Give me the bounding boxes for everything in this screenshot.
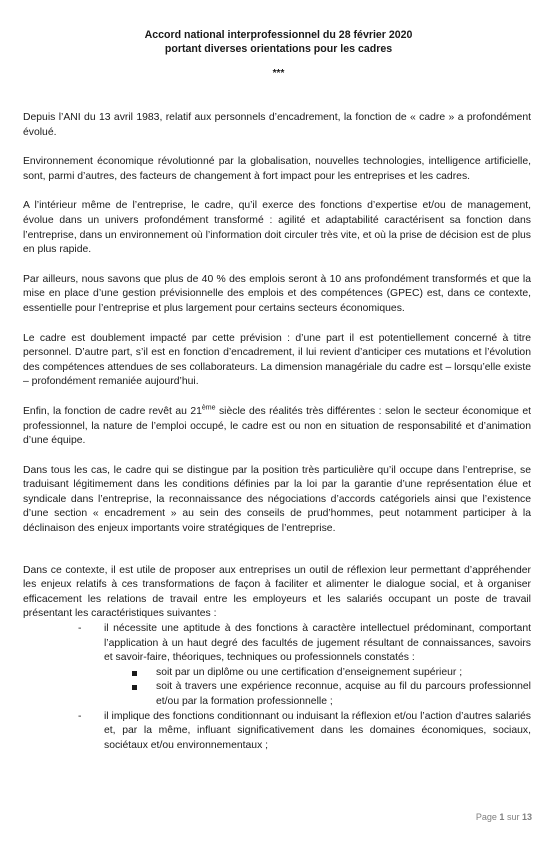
list-item (78, 622, 531, 710)
ordinal-superscript: ème (201, 404, 216, 412)
page-separator: sur (506, 812, 520, 822)
paragraph: Par ailleurs, nous savons que plus de 40 % des emplois seront à 10 ans profondément transformés et que la mise en place d’une gestion prévisionnelle des emplois et des compétences (GPEC) est, dans ce contexte, essentielle pour l’entreprise et plus largement pour certains secteurs économiques. (23, 273, 531, 314)
paragraph: Environnement économique révolutionné par la globalisation, nouvelles technologies, intelligence artificielle, sont, parmi d’autres, des facteurs de changement à fort impact pour les entreprises et les cadres. (23, 156, 531, 182)
document-body (23, 111, 531, 753)
paragraph: A l’intérieur même de l’entreprise, le cadre, qu’il exerce des fonctions d’expertise et/ou de management, évolue dans un univers profondément transformé : agilité et adaptabilité caractérisent sa fonction dans l’entreprise, dans un environnement où l’information doit circuler très vite, et où la prise de décision est de plus en plus rapide. (23, 200, 531, 256)
paragraph-text: Enfin, la fonction de cadre revêt au 21 (23, 405, 202, 417)
page-label: Page (475, 812, 497, 822)
list-item (78, 710, 531, 754)
page-number (476, 812, 532, 822)
paragraph: Le cadre est doublement impacté par cette prévision : d’une part il est potentiellement concerné à titre personnel. D’autre part, s’il est en fonction d’encadrement, il lui revient d’anticiper ces mutations et l’évolution des compétences attendues de ses collaborateurs. La dimension managériale du cadre est – lorsqu’elle existe – profondément remaniée aujourd’hui. (23, 332, 531, 388)
characteristics-list (23, 622, 531, 753)
sub-list-item: soit par un diplôme ou une certification d’enseignement supérieur ; (130, 666, 531, 681)
page-current: 1 (499, 812, 505, 822)
title-line-2: portant diverses orientations pour les cadres (164, 43, 393, 55)
sub-list (104, 666, 531, 710)
paragraph: Depuis l’ANI du 13 avril 1983, relatif aux personnels d’encadrement, la fonction de « cadre » a profondément évolué. (23, 112, 531, 138)
title-line-1: Accord national interprofessionnel du 28 février 2020 (144, 29, 413, 41)
sub-list-item: soit à travers une expérience reconnue, acquise au fil du parcours professionnel et/ou par la formation professionnelle ; (130, 680, 531, 709)
list-item-text: il implique des fonctions conditionnant ou induisant la réflexion et/ou l’action d’autres salariés et, par la même, influant significativement dans les domaines économiques, sociaux, sociétaux et/ou environnementaux ; (104, 710, 531, 751)
document-title (0, 28, 557, 56)
paragraph-text: siècle des réalités très différentes : selon le secteur économique et professionnel, la nature de l’emploi occupé, le cadre est ou non en situation de responsabilité et d’animation d’une équipe. (23, 405, 531, 447)
list-item-text: il nécessite une aptitude à des fonctions à caractère intellectuel prédominant, comportant l’application à un haut degré des facultés de jugement résultant de connaissances, savoirs et savoir-faire, théoriques, techniques ou professionnels constatés : (104, 623, 531, 664)
section-separator: *** (272, 68, 285, 79)
paragraph: Dans tous les cas, le cadre qui se distingue par la position très particulière qu’il occupe dans l’entreprise, se traduisant légitimement dans les conditions définies par la loi par la garantie d’une représentation élue et syndicale dans l’entreprise, la reconnaissance des négociations d’accords catégoriels ainsi que l’existence d’une section « encadrement » au sein des conseils de prud’hommes, peut notamment participer à la déclinaison des enjeux importants voire stratégiques de l’entreprise. (23, 464, 531, 535)
page-total: 13 (521, 812, 532, 822)
paragraph (23, 405, 531, 449)
paragraph: Dans ce contexte, il est utile de proposer aux entreprises un outil de réflexion leur permettant d’appréhender les enjeux relatifs à ces transformations de façon à faciliter et alimenter le dialogue social, et à organiser efficacement les relations de travail entre les employeurs et les salariés occupant un poste de travail présentant les caractéristiques suivantes : (23, 564, 531, 620)
